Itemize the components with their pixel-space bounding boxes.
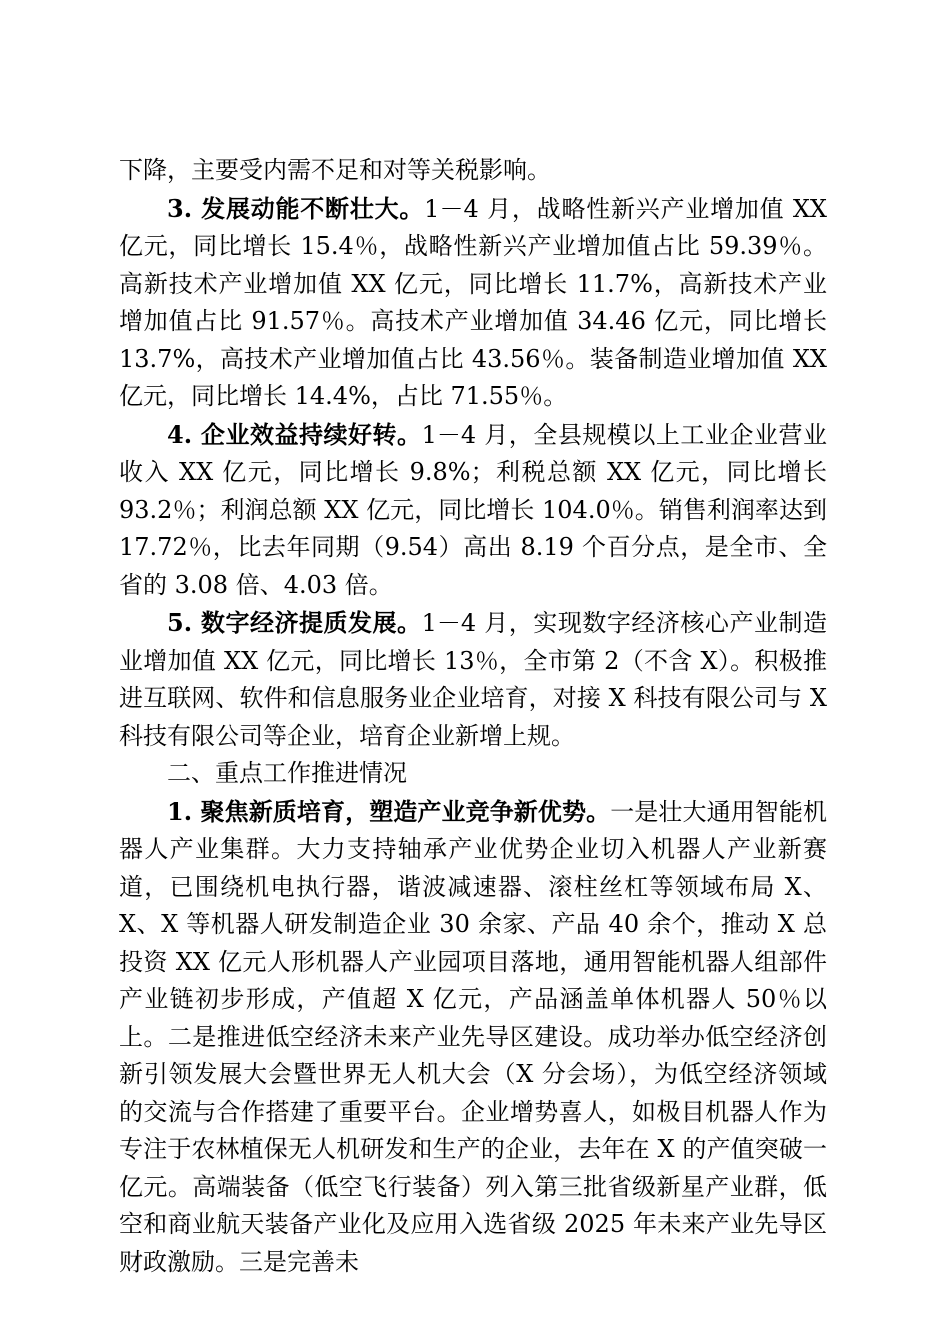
paragraph-lead: 4. 企业效益持续好转。 bbox=[167, 419, 422, 449]
paragraph-continuation bbox=[119, 152, 827, 190]
paragraph-lead: 3. 发展动能不断壮大。 bbox=[167, 193, 425, 223]
paragraph-enterprise-benefits bbox=[119, 416, 827, 605]
paragraph-lead: 5. 数字经济提质发展。 bbox=[167, 608, 422, 637]
paragraph-new-quality-cultivation bbox=[119, 793, 827, 1282]
section-heading: 二、重点工作推进情况 bbox=[167, 759, 407, 787]
paragraph-text: 1－4 月，实现数字经济核心产业制造业增加值 XX 亿元，同比增长 13％，全市第 2（不含 X）。积极推进互联网、软件和信息服务业企业培育，对接 X 科技有限公司与 X 科技有限公司等企业，培育企业新增上规。 bbox=[119, 609, 827, 750]
paragraph-text: 1－4 月，战略性新兴产业增加值 XX 亿元，同比增长 15.4％，战略性新兴产业增加值占比 59.39％。高新技术产业增加值 XX 亿元，同比增长 11.7%，高新技术产业增加值占比 91.57％。高技术产业增加值 34.46 亿元，同比增长 13.7%，高技术产业增加值占比 43.56％。装备制造业增加值 XX 亿元，同比增长 14.4%，占比 71.55％。 bbox=[119, 194, 827, 410]
paragraph-text: 下降，主要受内需不足和对等关税影响。 bbox=[119, 156, 551, 184]
paragraph-development-momentum bbox=[119, 190, 827, 416]
paragraph-text: 1－4 月，全县规模以上工业企业营业收入 XX 亿元，同比增长 9.8%；利税总额 XX 亿元，同比增长 93.2％；利润总额 XX 亿元，同比增长 104.0％。销售利润率达到 17.72％，比去年同期（9.54）高出 8.19 个百分点，是全市、全省的 3.08 倍、4.03 倍。 bbox=[119, 420, 827, 599]
paragraph-text: 一是壮大通用智能机器人产业集群。大力支持轴承产业优势企业切入机器人产业新赛道，已围绕机电执行器，谐波减速器、滚柱丝杠等领域布局 X、X、X 等机器人研发制造企业 30 余家、产品 40 余个，推动 X 总投资 XX 亿元人形机器人产业园项目落地，通用智能机器人组部件产业链初步形成，产值超 X 亿元，产品涵盖单体机器人 50％以上。二是推进低空经济未来产业先导区建设。成功举办低空经济创新引领发展大会暨世界无人机大会（X 分会场），为低空经济领域的交流与合作搭建了重要平台。企业增势喜人，如极目机器人作为专注于农林植保无人机研发和生产的企业，去年在 X 的产值突破一亿元。高端装备（低空飞行装备）列入第三批省级新星产业群，低空和商业航天装备产业化及应用入选省级 2025 年未来产业先导区财政激励。三是完善未 bbox=[119, 797, 827, 1276]
document-body bbox=[119, 152, 827, 1281]
paragraph-digital-economy bbox=[119, 604, 827, 755]
paragraph-lead: 1. 聚焦新质培育，塑造产业竞争新优势。 bbox=[167, 796, 611, 826]
